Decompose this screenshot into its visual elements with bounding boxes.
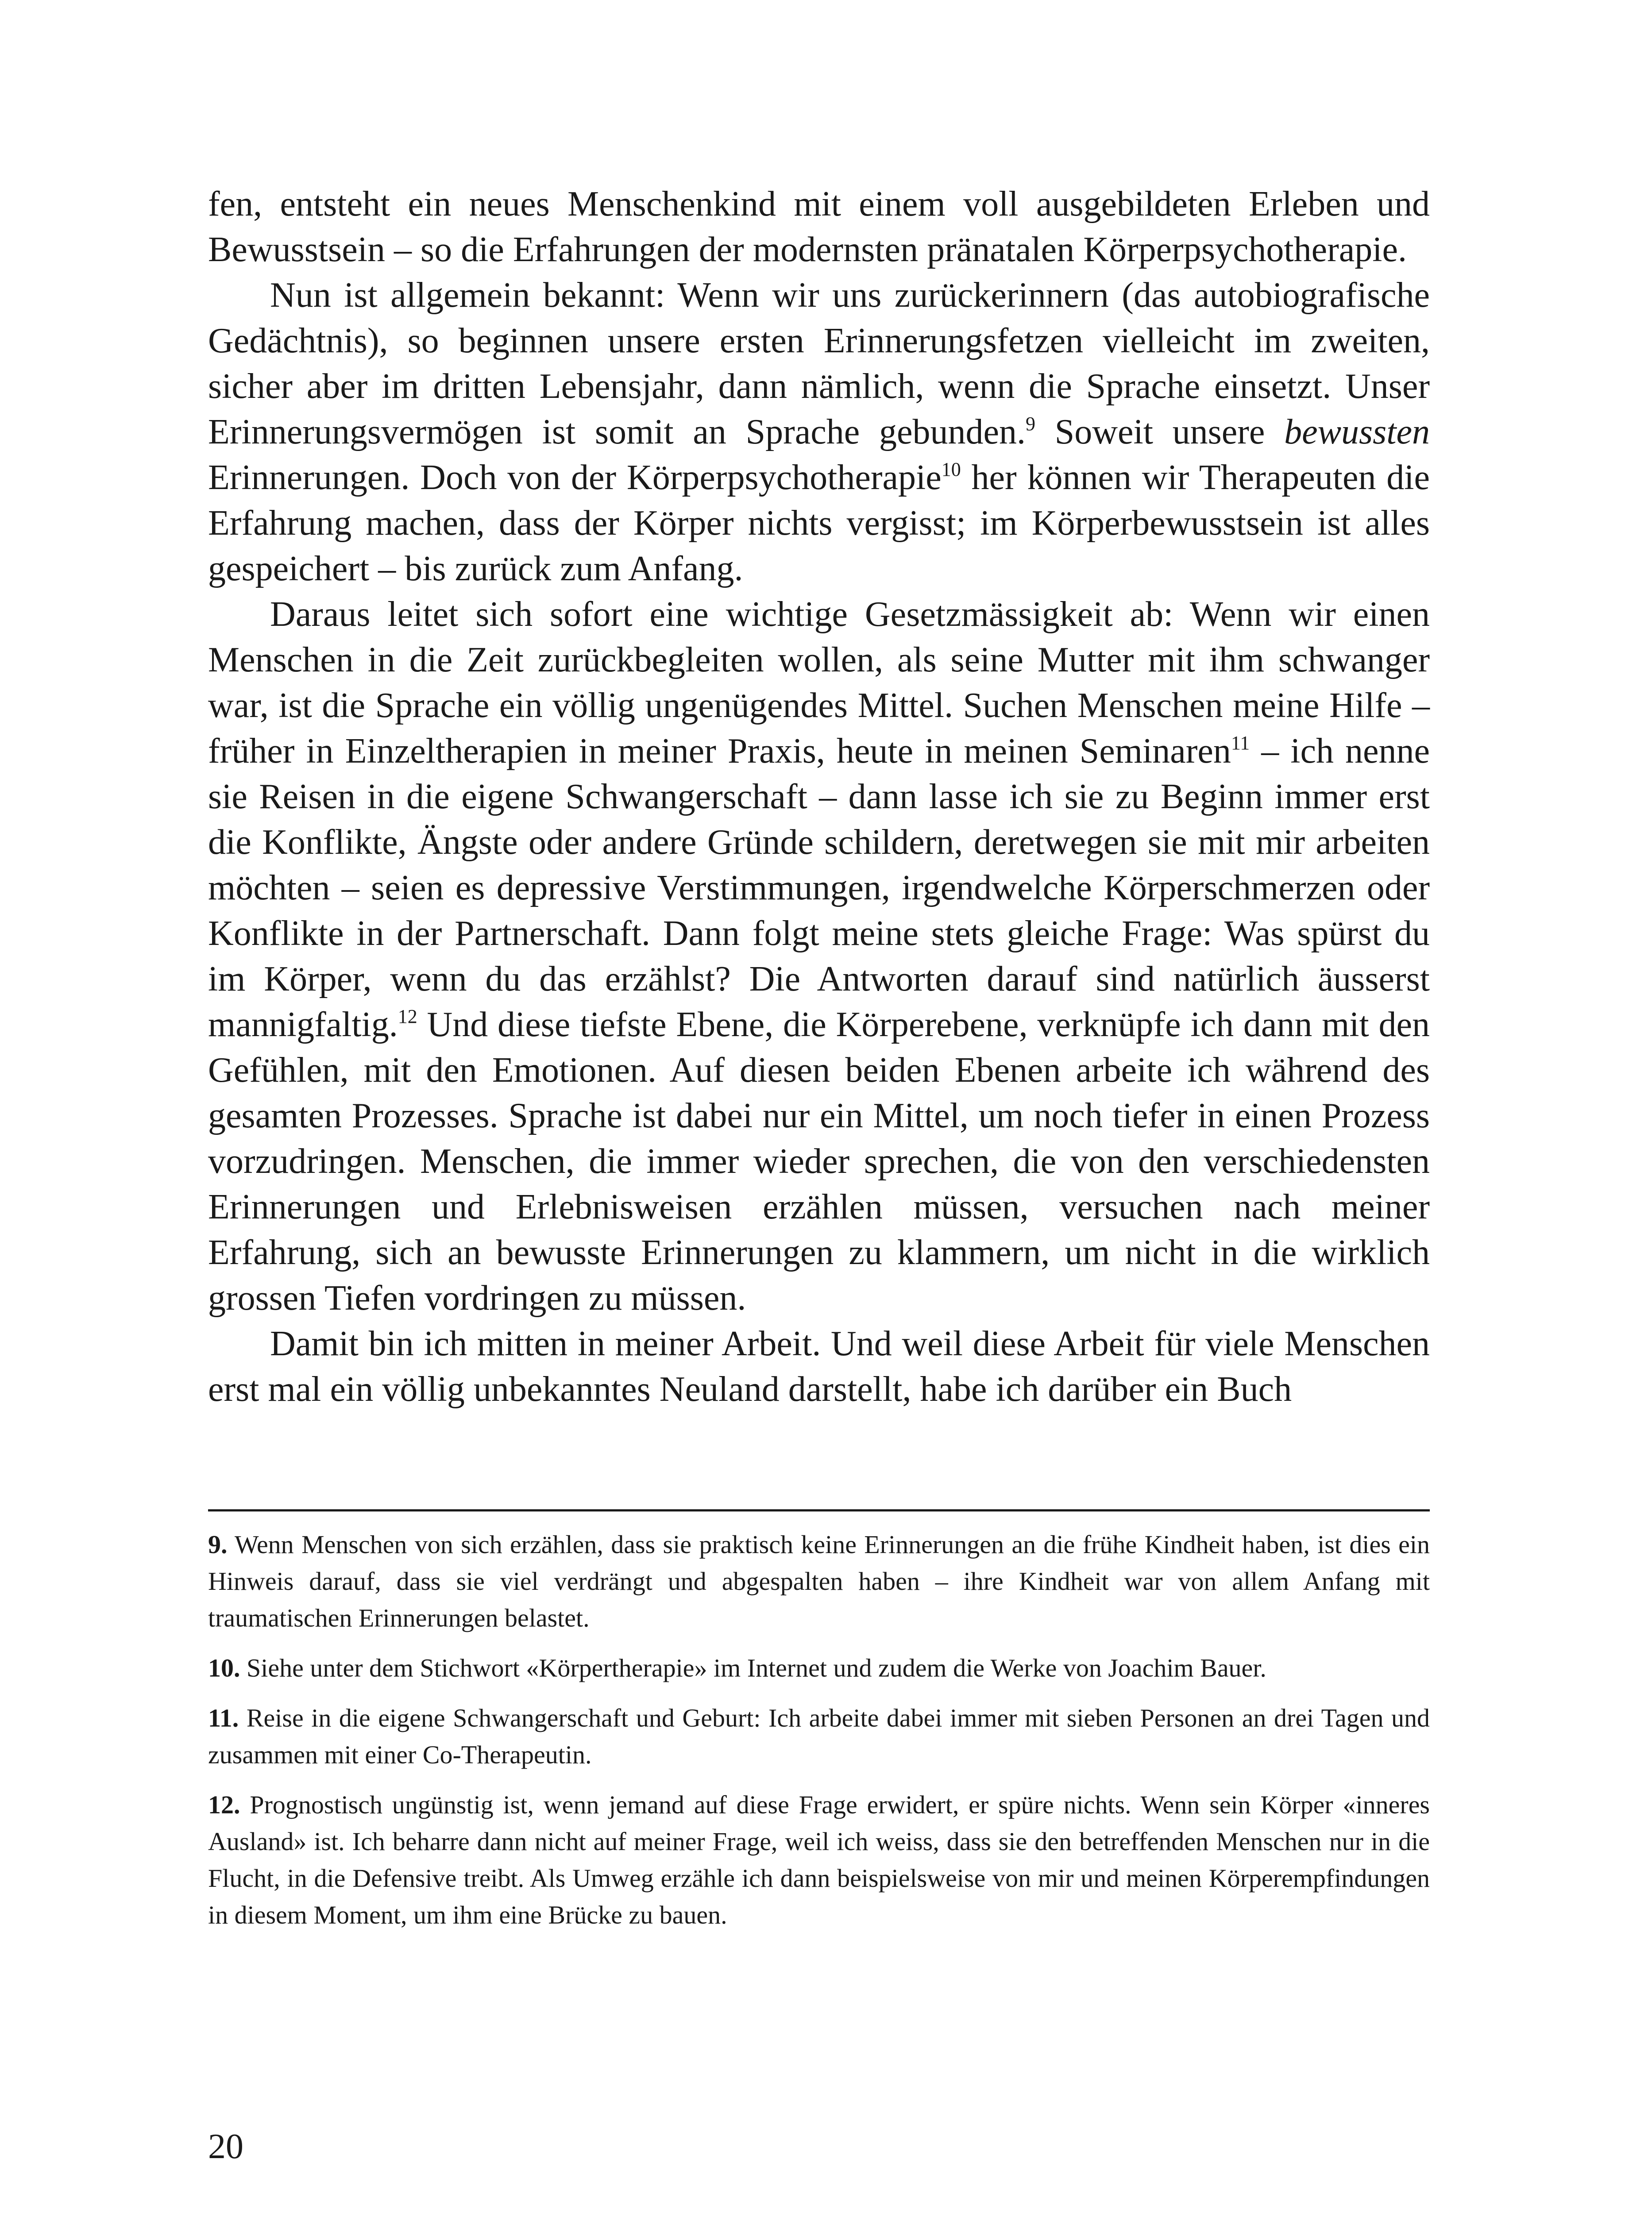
main-text (208, 181, 1430, 1412)
footnote-ref-12[interactable]: 12 (398, 1006, 417, 1027)
footnote-number: 11. (208, 1704, 239, 1732)
footnote-text: Wenn Menschen von sich erzählen, dass sie praktisch keine Erinnerungen an die frühe Kindheit haben, ist dies ein Hinweis darauf, dass sie viel verdrängt und abgespalten haben – ihre Kindheit war von allem Anfang mit traumatischen Erinnerungen belastet. (208, 1530, 1430, 1632)
page-number: 20 (208, 2127, 243, 2166)
footnote-12 (208, 1786, 1430, 1933)
paragraph-1 (208, 181, 1430, 273)
paragraph-2-part-2: Soweit unsere (1035, 413, 1285, 451)
paragraph-2-part-4: her können wir Therapeuten die Erfahrung machen, dass der Körper nichts vergisst; im Körperbewusstsein ist alles gespeichert – bis zurück zum Anfang. (208, 458, 1430, 588)
footnote-text: Reise in die eigene Schwangerschaft und Geburt: Ich arbeite dabei immer mit sieben Personen an drei Tagen und zusammen mit einer Co-Therapeutin. (208, 1704, 1430, 1769)
paragraph-2-part-1: Nun ist allgemein bekannt: Wenn wir uns zurückerinnern (das autobiografische Gedächtnis), so beginnen unsere ersten Erinnerungsfetzen vielleicht im zweiten, sicher aber im dritten Lebensjahr, dann nämlich, wenn die Sprache einsetzt. Unser Erinnerungsvermögen ist somit an Sprache gebunden. (208, 276, 1430, 451)
paragraph-4 (208, 1321, 1430, 1412)
paragraph-3-part-2: – ich nenne sie Reisen in die eigene Schwangerschaft – dann lasse ich sie zu Beginn immer erst die Konflikte, Ängste oder andere Gründe schildern, deretwegen sie mit mir arbeiten möchten – seien es depressive Verstimmungen, irgendwelche Körperschmerzen oder Konflikte in der Partnerschaft. Dann folgt meine stets gleiche Frage: Was spürst du im Körper, wenn du das erzählst? Die Antworten darauf sind natürlich äusserst mannigfaltig. (208, 732, 1430, 1044)
footnotes (208, 1526, 1430, 1947)
footnote-number: 12. (208, 1790, 240, 1819)
paragraph-2 (208, 273, 1430, 592)
paragraph-3-part-1: Daraus leitet sich sofort eine wichtige Gesetzmässigkeit ab: Wenn wir einen Menschen in die Zeit zurückbegleiten wollen, als seine Mutter mit ihm schwanger war, ist die Sprache ein völlig ungenügendes Mittel. Suchen Menschen meine Hilfe – früher in Einzeltherapien in meiner Praxis, heute in meinen Seminaren (208, 595, 1430, 771)
footnote-10 (208, 1650, 1430, 1686)
paragraph-3-part-3: Und diese tiefste Ebene, die Körperebene, verknüpfe ich dann mit den Gefühlen, mit den Emotionen. Auf diesen beiden Ebenen arbeite ich während des gesamten Prozesses. Sprache ist dabei nur ein Mittel, um noch tiefer in einen Prozess vorzudringen. Menschen, die immer wieder sprechen, die von den verschiedensten Erinnerungen und Erlebnisweisen erzählen müssen, versuchen nach meiner Erfahrung, sich an bewusste Erinnerungen zu klammern, um nicht in die wirklich grossen Tiefen vordringen zu müssen. (208, 1005, 1430, 1318)
footnote-separator (208, 1509, 1430, 1511)
footnote-text: Siehe unter dem Stichwort «Körpertherapie» im Internet und zudem die Werke von Joachim Bauer. (247, 1654, 1266, 1682)
footnote-ref-11[interactable]: 11 (1231, 732, 1250, 754)
paragraph-2-italic: bewussten (1284, 413, 1430, 451)
footnote-text: Prognostisch ungünstig ist, wenn jemand auf diese Frage erwidert, er spüre nichts. Wenn sein Körper «inneres Ausland» ist. Ich beharre dann nicht auf meiner Frage, weil ich weiss, dass sie den betreffenden Menschen nur in die Flucht, in die Defensive treibt. Als Umweg erzähle ich dann beispielsweise von mir und meinen Körperempfindungen in diesem Moment, um ihm eine Brücke zu bauen. (208, 1790, 1430, 1929)
footnote-ref-9[interactable]: 9 (1026, 413, 1035, 435)
paragraph-4-text: Damit bin ich mitten in meiner Arbeit. Und weil diese Arbeit für viele Menschen erst mal ein völlig unbekanntes Neuland darstellt, habe ich darüber ein Buch (208, 1324, 1430, 1409)
footnote-number: 9. (208, 1530, 228, 1559)
footnote-number: 10. (208, 1654, 240, 1682)
paragraph-2-part-3: Erinnerungen. Doch von der Körperpsychotherapie (208, 458, 942, 497)
footnote-11 (208, 1700, 1430, 1773)
footnote-ref-10[interactable]: 10 (941, 459, 961, 480)
paragraph-1-text: fen, entsteht ein neues Menschenkind mit einem voll ausgebildeten Erleben und Bewusstsein – so die Erfahrungen der modernsten pränatalen Körperpsychotherapie. (208, 185, 1430, 269)
paragraph-3 (208, 592, 1430, 1321)
footnote-9 (208, 1526, 1430, 1636)
